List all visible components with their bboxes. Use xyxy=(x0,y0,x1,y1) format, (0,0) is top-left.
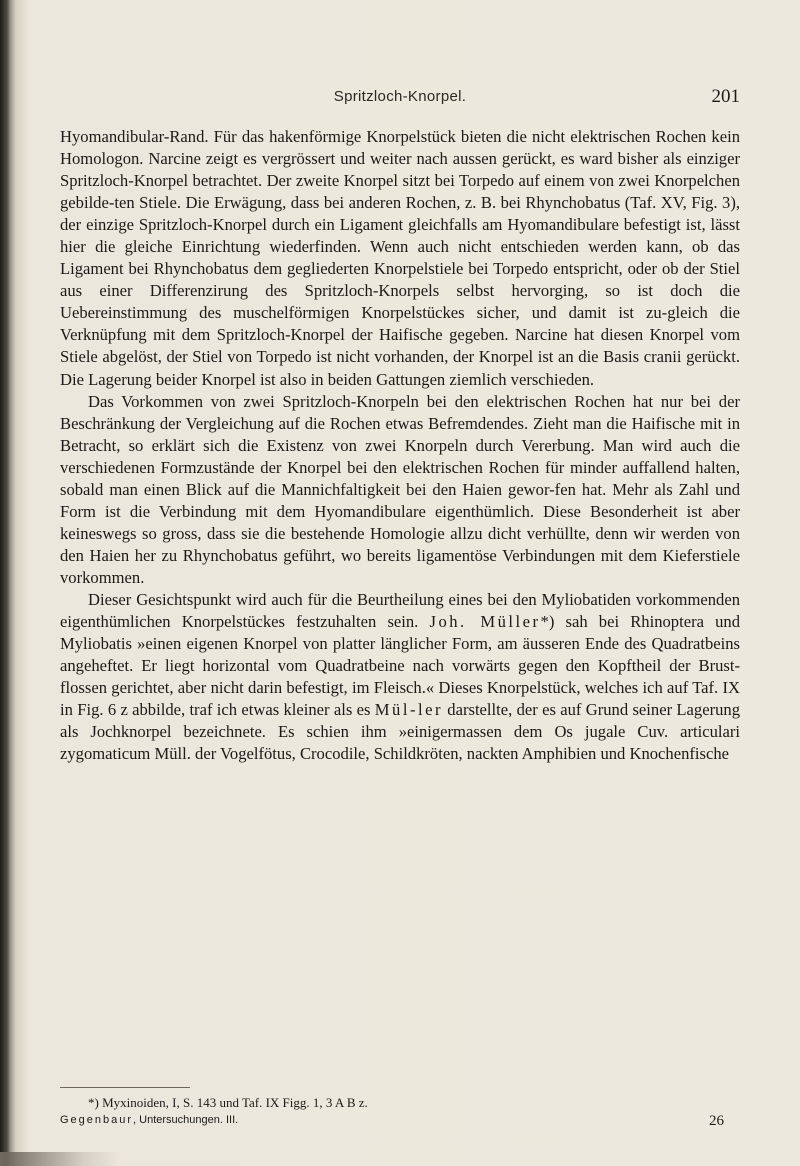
running-head xyxy=(60,88,740,110)
page-edge-smudge xyxy=(0,1152,120,1166)
paragraph-1: Hyomandibular-Rand. Für das hakenförmige Knorpelstück bieten die nicht elektrischen Rochen kein Homologon. Narcine zeigt es vergrössert und weiter nach aussen gerückt, es ward bisher als einziger Spritzloch-Knorpel betrachtet. Der zweite Knorpel sitzt bei Torpedo auf einem von zwei Knorpelchen gebilde-ten Stiele. Die Erwägung, dass bei anderen Rochen, z. B. bei Rhynchobatus (Taf. XV, Fig. 3), der einzige Spritzloch-Knorpel durch ein Ligament gleichfalls am Hyomandibulare befestigt ist, lässt hier die gleiche Einrichtung wiederfinden. Wenn auch nicht entschieden werden kann, ob das Ligament bei Rhynchobatus dem gegliederten Knorpelstiele bei Torpedo entspricht, oder ob der Stiel aus einer Differenzirung des Spritzloch-Knorpels selbst hervorging, so ist doch die Uebereinstimmung des muschelförmigen Knorpelstückes sicher, und damit ist zu-gleich die Verknüpfung mit dem Spritzloch-Knorpel der Haifische gegeben. Narcine hat diesen Knorpel vom Stiele abgelöst, der Stiel von Torpedo ist nicht vorhanden, der Knorpel ist an die Basis cranii gerückt. Die Lagerung beider Knorpel ist also in beiden Gattungen ziemlich verschieden. xyxy=(60,127,740,389)
imprint-author: Gegenbaur xyxy=(60,1114,134,1126)
paragraph-3-part-c: darstellte, der es auf Grund seiner Lagerung als Jochknorpel bezeichnete. Es schien ihm »einigermassen dem Os jugale Cuv. articulari zygomaticum Müll. der Vogelfötus, Crocodile, Schildkröten, nackten Amphibien und Knochenfische xyxy=(60,700,740,764)
imprint-line xyxy=(60,1114,740,1126)
body-text xyxy=(60,126,740,765)
paragraph-2: Das Vorkommen von zwei Spritzloch-Knorpeln bei den elektrischen Rochen hat nur bei der Beschränkung der Vergleichung auf die Rochen etwas Befremdendes. Zieht man die Haifische mit in Betracht, so erklärt sich die Existenz von zwei Knorpeln durch Vererbung. Man wird auch die verschiedenen Formzustände der Knorpel bei den elektrischen Rochen für minder auffallend halten, sobald man einen Blick auf die Mannichfaltigkeit bei den Haien gewor-fen hat. Mehr als Zahl und Form ist die Verbindung mit dem Hyomandibulare eigenthümlich. Diese Besonderheit ist aber keineswegs so gross, dass sie die bestehende Homologie allzu dicht verhüllte, denn wir werden von den Haien her zu Rhynchobatus geführt, wo bereits ligamentöse Verbindungen mit dem Kieferstiele vorkommen. xyxy=(60,391,740,587)
paragraph-3 xyxy=(60,589,740,765)
binding-shadow xyxy=(0,0,10,1166)
paragraph-3-part-a: Dieser Gesichtspunkt wird auch für die Beurtheilung eines bei den Myliobatiden vorkommenden eigenthümlichen Knorpelstückes festzuhalten sein. xyxy=(60,589,740,632)
running-title: Spritzloch-Knorpel. xyxy=(333,88,467,105)
footnote: *) Myxinoiden, I, S. 143 und Taf. IX Figg. 1, 3 A B z. xyxy=(88,1095,368,1110)
page-number: 201 xyxy=(711,86,740,107)
footnote-rule xyxy=(60,1087,190,1088)
signature-mark: 26 xyxy=(709,1113,724,1129)
author-name-mueller: Joh. Müller xyxy=(429,612,541,632)
author-name-mueller-2: Mül-ler xyxy=(374,700,443,720)
imprint-title: , Untersuchungen. III. xyxy=(133,1114,239,1126)
paragraph-3-part-b: *) sah bei Rhinoptera und Myliobatis »einen eigenen Knorpel von platter länglicher Form, am äusseren Ende des Quadratbeins angeheftet. Er liegt horizontal vom Quadratbeine nach vorwärts gegen den Kopftheil der Brust-flossen gerichtet, aber nicht darin befestigt, im Fleisch.« Dieses Knorpelstück, welches ich auf Taf. IX in Fig. 6 z abbilde, traf ich etwas kleiner als es xyxy=(60,612,741,720)
